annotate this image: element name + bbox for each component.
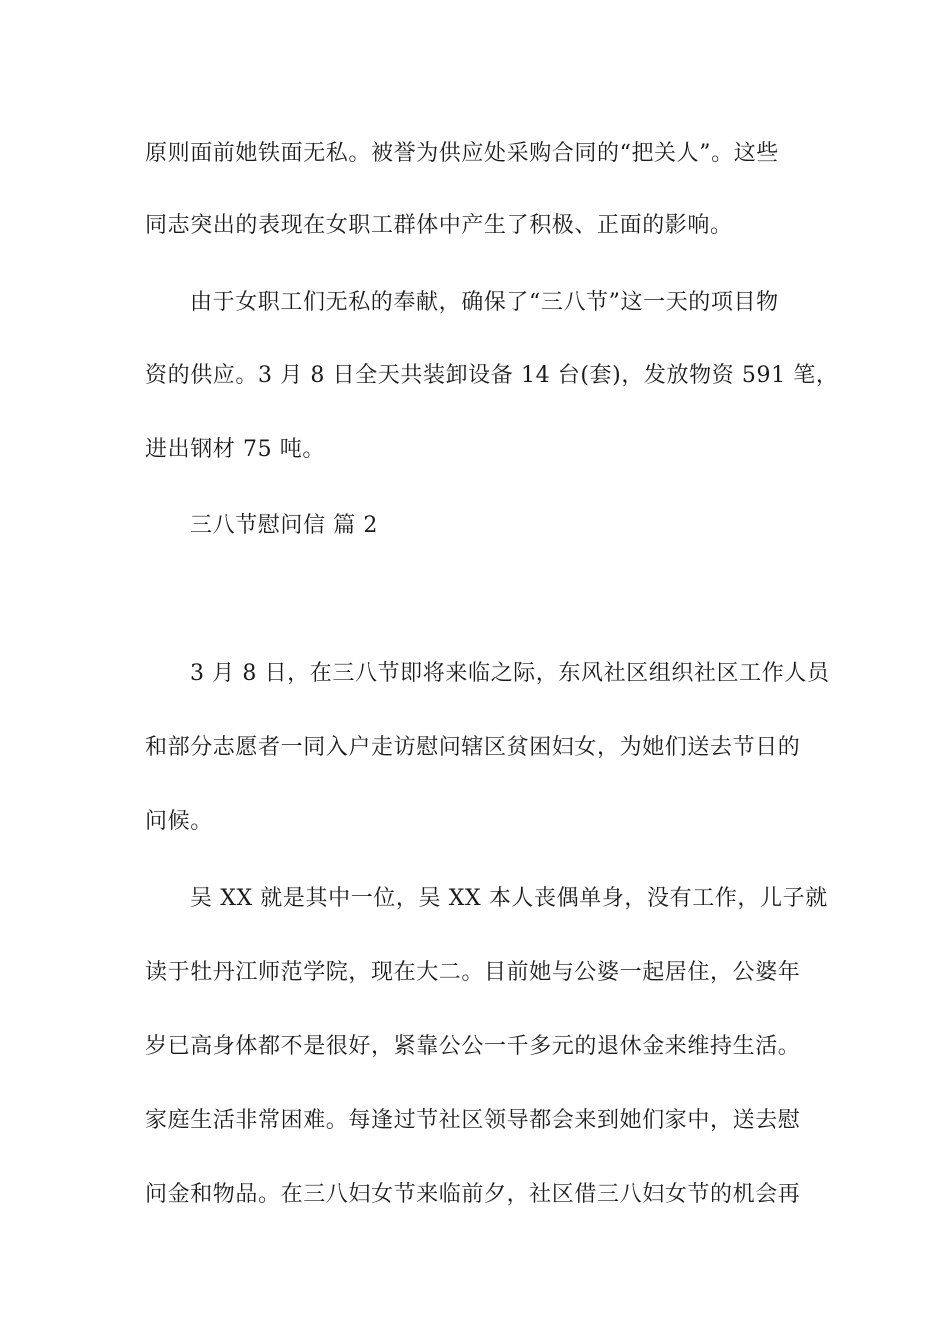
paragraph-4-line-3: 岁已高身体都不是很好，紧靠公公一千多元的退休金来维持生活。 [145,1034,801,1059]
paragraph-3-line-2: 和部分志愿者一同入户走访慰问辖区贫困妇女，为她们送去节日的 [145,735,801,760]
paragraph-4-line-4: 家庭生活非常困难。每逢过节社区领导都会来到她们家中，送去慰 [145,1108,801,1133]
paragraph-4-line-2: 读于牡丹江师范学院，现在大二。目前她与公婆一起居住，公婆年 [145,960,801,985]
section-heading: 三八节慰问信 篇 2 [190,513,378,538]
paragraph-1-line-2: 同志突出的表现在女职工群体中产生了积极、正面的影响。 [145,213,733,238]
paragraph-2-line-2: 资的供应。3 月 8 日全天共装卸设备 14 台(套)，发放物资 591 笔， [145,363,839,388]
paragraph-2-line-3: 进出钢材 75 吨。 [145,437,325,462]
paragraph-4-line-1: 吴 XX 就是其中一位，吴 XX 本人丧偶单身，没有工作，儿子就 [190,886,828,911]
paragraph-3-line-1: 3 月 8 日，在三八节即将来临之际，东风社区组织社区工作人员 [190,661,830,686]
paragraph-2-line-1: 由于女职工们无私的奉献，确保了“三八节”这一天的项目物 [190,290,779,315]
paragraph-1-line-1: 原则面前她铁面无私。被誉为供应处采购合同的“把关人”。这些 [145,141,779,166]
paragraph-4-line-5: 问金和物品。在三八妇女节来临前夕，社区借三八妇女节的机会再 [145,1182,801,1207]
paragraph-3-line-3: 问候。 [145,809,213,834]
